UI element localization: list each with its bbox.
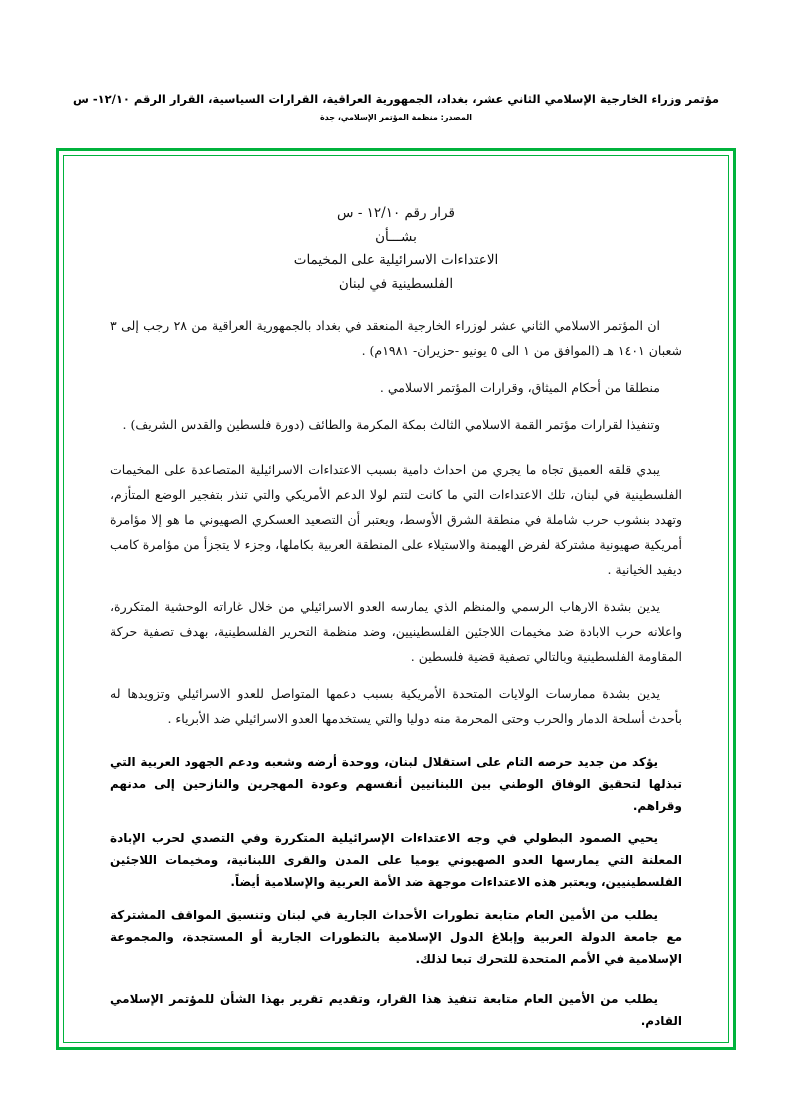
paragraph-9: يطلب من الأمين العام متابعة تطورات الأحداث الجارية في لبنان وتنسيق المواقف المشتركة مع جامعة الدولة العربية وإبلاغ الدول الإسلامية بالتطورات الجارية أو المستجدة، والمجموعة الإسلامية في الأمم المتحدة للتحرك تبعا لذلك. xyxy=(110,907,682,966)
paragraph-7: يؤكد من جديد حرصه التام على استقلال لبنان، ووحدة أرضه وشعبه ودعم الجهود العربية التي تبذلها لتحقيق الوفاق الوطني بين اللبنانيين أنفسهم وعودة المهجرين والنازحين إلى مدنهم وقراهم. xyxy=(110,754,682,813)
paragraph-4: يبدي قلقه العميق تجاه ما يجري من احداث دامية بسبب الاعتداءات الاسرائيلية المتصاعدة على المخيمات الفلسطينية في لبنان، تلك الاعتداءات التي ما كانت لتتم لولا الدعم الأمريكي والتي تنذر بتفجير الوضع المتأزم، وتهدد بنشوب حرب شاملة في منطقة الشرق الأوسط، ويعتبر أن التصعيد العسكري الصهيوني ما هو إلا مؤامرة أمريكية صهيونية مشتركة لفرض الهيمنة والاستيلاء على المنطقة العربية بكاملها، وجزء لا يتجزأ من مؤامرة كامب ديفيد الخيانية . xyxy=(110,461,682,577)
paragraph-10: يطلب من الأمين العام متابعة تنفيذ هذا القرار، وتقديم تقرير بهذا الشأن للمؤتمر الإسلامي القادم. xyxy=(110,992,682,1029)
decision-heading-block xyxy=(110,202,682,297)
paragraph-8: يحيي الصمود البطولي في وجه الاعتداءات الإسرائيلية المتكررة وفي التصدي لحرب الإبادة المعلنة التي يمارسها العدو الصهيوني يوميا على المدن والقرى اللبنانية، ومخيمات اللاجئين الفلسطينيين، ويعتبر هذه الاعتداءات موجهة ضد الأمة العربية والإسلامية أيضاً. xyxy=(110,831,682,890)
paragraph-3: وتنفيذا لقرارات مؤتمر القمة الاسلامي الثالث بمكة المكرمة والطائف (دورة فلسطين والقدس الشريف) . xyxy=(122,416,660,432)
document-title: مؤتمر وزراء الخارجية الإسلامي الثاني عشر، بغداد، الجمهورية العراقية، القرارات السياسية، القرار الرقم ١٢/١٠- س xyxy=(72,92,720,106)
paragraph-1: ان المؤتمر الاسلامي الثاني عشر لوزراء الخارجية المنعقد في بغداد بالجمهورية العراقية من ٢٨ رجب إلى ٣ شعبان ١٤٠١ هـ (الموافق من ١ الى ٥ يونيو -حزيران- ١٩٨١م) . xyxy=(110,317,682,358)
document-header xyxy=(0,92,792,124)
decision-title-line-1: الاعتداءات الاسرائيلية على المخيمات xyxy=(293,252,499,269)
decision-subject-word: بشـــأن xyxy=(375,228,417,245)
spacer xyxy=(110,980,682,988)
green-border-frame xyxy=(56,148,736,1050)
frame-inner-border xyxy=(63,155,729,1043)
decision-number: قرار رقم ١٢/١٠ - س xyxy=(337,205,455,221)
paragraph-5: يدين بشدة الارهاب الرسمي والمنظم الذي يمارسه العدو الاسرائيلي من خلال غاراته الوحشية المتكررة، واعلانه حرب الابادة ضد مخيمات اللاجئين الفلسطينيين، وضد منظمة التحرير الفلسطينية، بهدف تصفية حركة المقاومة الفلسطينية وبالتالي تصفية قضية فلسطين . xyxy=(110,598,682,664)
document-body xyxy=(64,156,728,1043)
spacer xyxy=(110,743,682,751)
paragraph-6: يدين بشدة ممارسات الولايات المتحدة الأمريكية بسبب دعمها المتواصل للعدو الاسرائيلي وتزويدها له بأحدث أسلحة الدمار والحرب وحتى المحرمة منه دوليا والتي يستخدمها العدو الاسرائيلي ضد الأبرياء . xyxy=(110,685,682,726)
spacer xyxy=(110,449,682,457)
decision-title-line-2: الفلسطينية في لبنان xyxy=(338,275,454,292)
paragraph-2: منطلقا من أحكام الميثاق، وقرارات المؤتمر الاسلامي . xyxy=(379,379,660,395)
document-source: المصدر: منظمة المؤتمر الإسلامي، جدة xyxy=(319,112,473,122)
